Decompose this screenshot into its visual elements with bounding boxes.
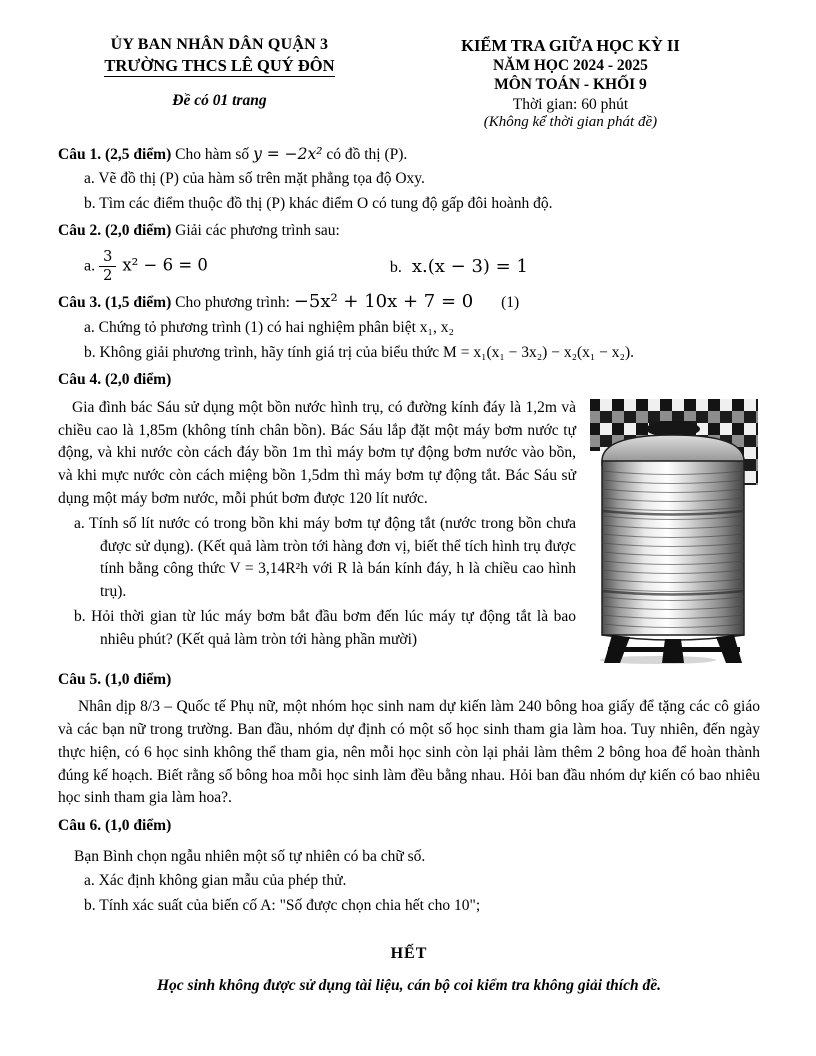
school-block: [58, 36, 381, 131]
question-3: [58, 289, 760, 364]
water-tank-image: [588, 399, 760, 665]
exam-header: [58, 36, 760, 131]
exam-duration: Thời gian: 60 phút: [512, 96, 629, 113]
q6-label: Câu 6.: [58, 817, 102, 835]
q3-label: Câu 3.: [58, 294, 102, 312]
q3-heading: [58, 289, 760, 315]
q1-after: có đồ thị (P).: [326, 146, 408, 163]
q2-items-row: [58, 249, 760, 284]
q3-item-b: b. Không giải phương trình, hãy tính giá trị của biểu thức M = x₁(x₁ − 3x₂) − x₂(x₁ − x₂).: [84, 343, 634, 361]
q3-equation-number: (1): [501, 294, 520, 312]
question-4: [58, 369, 760, 651]
q2-b-formula: x.(x − 3) = 1: [411, 256, 528, 278]
q2-b-label: b.: [389, 259, 402, 277]
q1-points: (2,5 điểm): [104, 146, 172, 163]
q1-item-b: b. Tìm các điểm thuộc đồ thị (P) khác điểm O có tung độ gấp đôi hoành độ.: [84, 194, 553, 212]
q2-a-formula: x² − 6 = 0: [122, 255, 208, 275]
q4-label: Câu 4.: [58, 371, 102, 389]
school-name-text: TRƯỜNG THCS LÊ QUÝ ĐÔN: [104, 56, 335, 75]
q6-points: (1,0 điểm): [104, 817, 172, 835]
school-authority: ỦY BAN NHÂN DÂN QUẬN 3: [110, 36, 329, 53]
q2-item-b: [390, 256, 528, 277]
q3-points: (1,5 điểm): [104, 294, 172, 312]
exam-title: KIỂM TRA GIỮA HỌC KỲ II: [461, 36, 680, 55]
q4-body: [58, 397, 760, 652]
school-name: [58, 56, 381, 76]
q4-paragraph: Gia đình bác Sáu sử dụng một bồn nước hình trụ, có đường kính đáy là 1,2m và chiều cao là 1,85m (không tính chân bồn). Bác Sáu lắp đặt một máy bơm nước tự động, và khi nước còn cách đáy bồn 1m thì máy bơm tự động bơm nước vào bồn, và khi mực nước còn cách miệng bồn 1,5dm thì máy bơm tự động tắt. Bác Sáu sử dụng một máy bơm nước, mỗi phút bơm được 120 lít nước.: [58, 398, 576, 507]
school-year: NĂM HỌC 2024 - 2025: [492, 57, 648, 74]
footer-note: Học sinh không được sử dụng tài liệu, cán bộ coi kiểm tra không giải thích đề.: [156, 977, 661, 995]
q4-item-b: b. Hỏi thời gian từ lúc máy bơm bắt đầu bơm đến lúc máy tự động tắt là bao nhiêu phút? (Kết quả làm tròn tới hàng phần mười): [74, 607, 576, 648]
end-marker: HẾT: [390, 945, 428, 963]
water-tank-photo: [588, 399, 760, 665]
q5-label: Câu 5.: [58, 670, 102, 688]
fraction-numerator: 3: [99, 249, 116, 267]
duration-note: (Không kể thời gian phát đề): [483, 114, 658, 130]
question-1: [58, 143, 760, 215]
q5-paragraph: Nhân dịp 8/3 – Quốc tế Phụ nữ, một nhóm học sinh nam dự kiến làm 240 bông hoa giấy để tặng các cô giáo và các bạn nữ trong trường. Ban đầu, nhóm dự định có một số học sinh tham gia làm hoa. Tuy nhiên, đến ngày thực hiện, có 6 học sinh không thể tham gia, nên mỗi học sinh còn lại phải làm thêm 2 bông hoa để hoàn thành đúng kế hoạch. Biết rằng số bông hoa mỗi học sinh làm đều bằng nhau. Hỏi ban đầu nhóm dự kiến có bao nhiêu học sinh tham gia làm hoa?.: [58, 698, 760, 807]
fraction-three-halves: [99, 249, 116, 284]
q5-points: (1,0 điểm): [104, 670, 172, 688]
question-2: [58, 220, 760, 284]
q2-points: (2,0 điểm): [104, 222, 172, 240]
q2-intro: Giải các phương trình sau:: [175, 222, 340, 240]
exam-info-block: [381, 36, 760, 131]
q4-heading: [58, 369, 760, 391]
q4-points: (2,0 điểm): [104, 371, 172, 389]
question-5: [58, 669, 760, 810]
fraction-denominator: 2: [103, 268, 113, 285]
q3-formula: −5x² + 10x + 7 = 0: [293, 291, 474, 313]
q1-label: Câu 1.: [58, 146, 102, 163]
q2-heading: [58, 220, 760, 242]
q4-item-a: a. Tính số lít nước có trong bồn khi máy bơm tự động tắt (nước trong bồn chưa được sử dụng). (Kết quả làm tròn tới hàng đơn vị, biết thể tích hình trụ được tính bằng công thức V = 3,14R²h với R là bán kính đáy, h là chiều cao hình trụ).: [74, 514, 576, 601]
q3-intro: Cho phương trình:: [175, 294, 290, 312]
q1-item-a: a. Vẽ đồ thị (P) của hàm số trên mặt phẳng tọa độ Oxy.: [84, 170, 425, 188]
q3-item-a: a. Chứng tỏ phương trình (1) có hai nghiệm phân biệt x₁, x₂: [84, 319, 454, 337]
q6-item-b: b. Tính xác suất của biến cố A: "Số được chọn chia hết cho 10";: [84, 896, 481, 914]
subject-grade: MÔN TOÁN - KHỐI 9: [494, 76, 647, 93]
q2-a-label: a.: [84, 257, 96, 275]
question-6: [58, 815, 760, 917]
q1-formula: y = −2x²: [253, 145, 323, 163]
q2-item-a: [58, 249, 208, 284]
q1-intro: Cho hàm số: [175, 146, 250, 163]
q5-heading: [58, 669, 760, 691]
q6-intro: Bạn Bình chọn ngẫu nhiên một số tự nhiên có ba chữ số.: [74, 847, 426, 865]
page-count-note: Đề có 01 trang: [172, 92, 267, 109]
q1-heading: [58, 143, 760, 166]
q6-item-a: a. Xác định không gian mẫu của phép thử.: [84, 872, 347, 890]
q2-label: Câu 2.: [58, 222, 102, 240]
q6-heading: [58, 815, 760, 837]
